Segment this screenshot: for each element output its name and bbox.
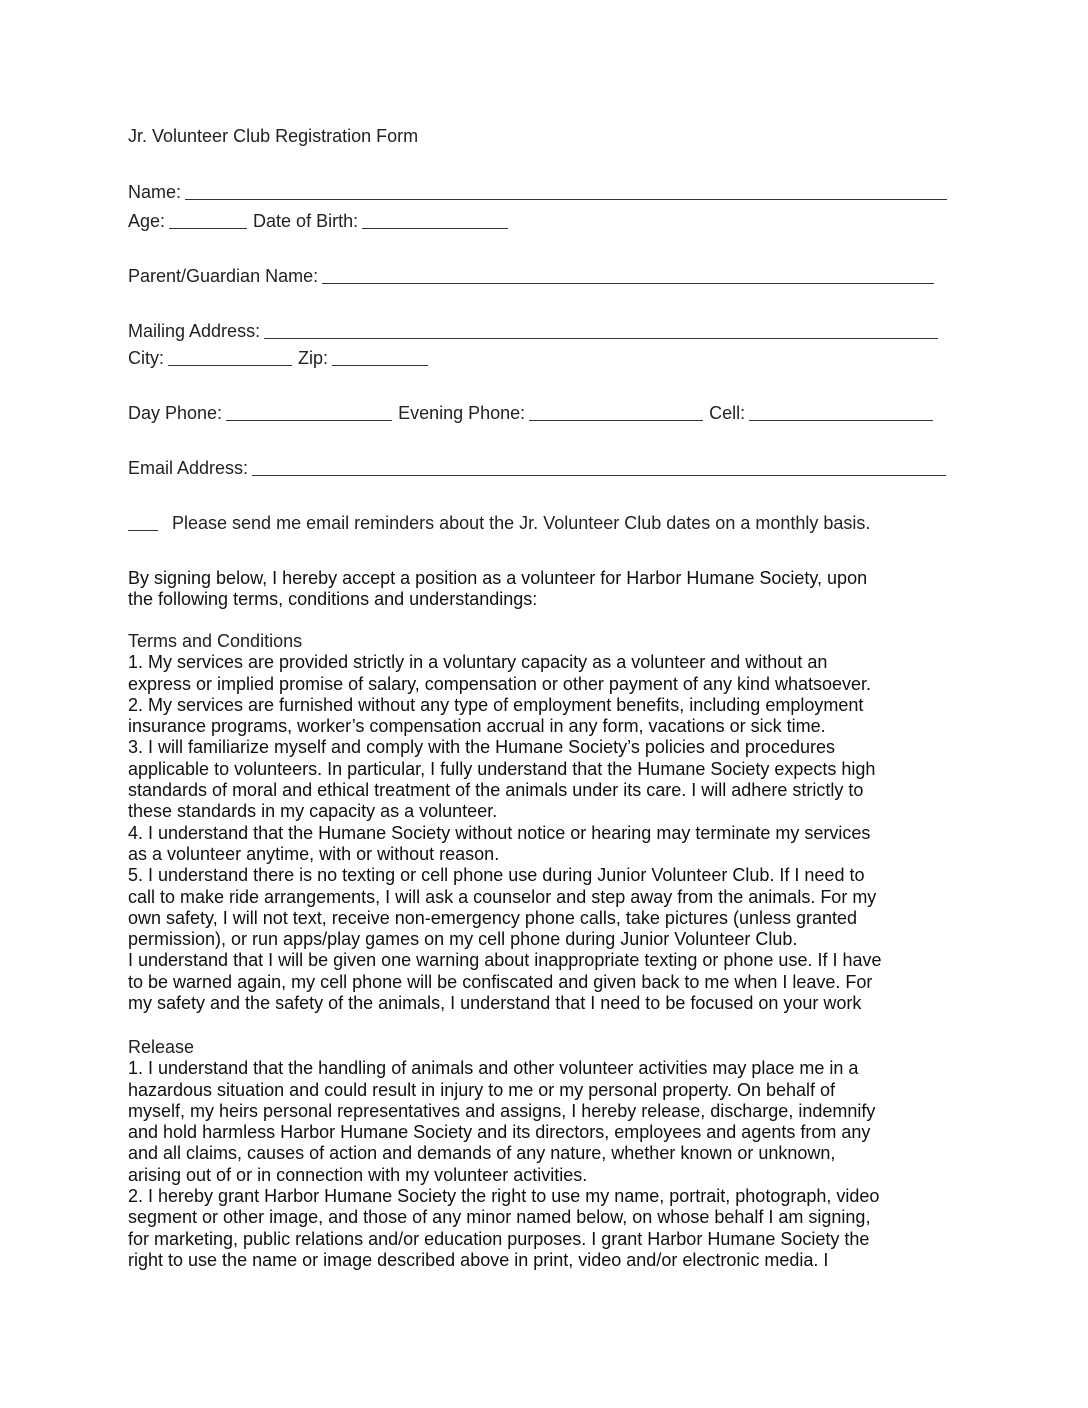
reminder-text: Please send me email reminders about the Jr. Volunteer Club dates on a monthly basis.: [172, 513, 871, 533]
intro-paragraph: [128, 568, 968, 611]
release-line: 2. I hereby grant Harbor Humane Society the right to use my name, portrait, photograph, video: [128, 1186, 880, 1207]
parent-label: Parent/Guardian Name:: [128, 266, 319, 286]
name-row: [128, 182, 953, 203]
day-phone-label: Day Phone:: [128, 403, 223, 423]
terms-line: as a volunteer anytime, with or without reason.: [128, 843, 500, 864]
reminder-checkbox-line[interactable]: [128, 530, 158, 531]
terms-line: 1. My services are provided strictly in a voluntary capacity as a volunteer and without an: [128, 652, 828, 673]
address-label: Mailing Address:: [128, 321, 261, 341]
release-line: for marketing, public relations and/or education purposes. I grant Harbor Humane Society the: [128, 1228, 870, 1249]
release-line: and hold harmless Harbor Humane Society and its directors, employees and agents from any: [128, 1122, 871, 1143]
terms-line: 3. I will familiarize myself and comply with the Humane Society’s policies and procedures: [128, 737, 835, 758]
release-section: [128, 1037, 968, 1271]
phone-row: [128, 403, 939, 424]
cell-field[interactable]: [749, 419, 933, 421]
age-dob-row: [128, 211, 514, 232]
address-field[interactable]: [264, 337, 938, 339]
age-field[interactable]: [169, 227, 247, 229]
city-label: City:: [128, 348, 164, 368]
terms-heading: Terms and Conditions: [128, 631, 303, 651]
terms-line: I understand that I will be given one warning about inappropriate texting or phone use. If I have: [128, 950, 882, 971]
release-line: arising out of or in connection with my volunteer activities.: [128, 1164, 588, 1185]
terms-line: insurance programs, worker’s compensation accrual in any form, vacations or sick time.: [128, 716, 826, 737]
terms-line: my safety and the safety of the animals, I understand that I need to be focused on your work: [128, 993, 862, 1014]
name-label: Name:: [128, 182, 182, 202]
evening-phone-field[interactable]: [529, 419, 703, 421]
intro-line: the following terms, conditions and understandings:: [128, 589, 538, 610]
terms-line: 4. I understand that the Humane Society without notice or hearing may terminate my services: [128, 822, 871, 843]
day-phone-field[interactable]: [226, 419, 392, 421]
terms-line: permission), or run apps/play games on my cell phone during Junior Volunteer Club.: [128, 929, 798, 950]
release-heading: Release: [128, 1037, 195, 1057]
city-field[interactable]: [168, 364, 292, 366]
parent-field[interactable]: [322, 282, 934, 284]
terms-line: standards of moral and ethical treatment of the animals under its care. I will adhere strictly to: [128, 780, 864, 801]
terms-line: to be warned again, my cell phone will be confiscated and given back to me when I leave. For: [128, 971, 873, 992]
terms-line: express or implied promise of salary, compensation or other payment of any kind whatsoever.: [128, 673, 872, 694]
reminder-row: [128, 513, 870, 534]
release-line: 1. I understand that the handling of animals and other volunteer activities may place me in a: [128, 1058, 859, 1079]
terms-section: [128, 631, 968, 1014]
address-row: [128, 321, 944, 342]
release-line: right to use the name or image described above in print, video and/or electronic media. I: [128, 1249, 829, 1270]
terms-line: applicable to volunteers. In particular, I fully understand that the Humane Society expects high: [128, 758, 876, 779]
evening-phone-label: Evening Phone:: [398, 403, 526, 423]
cell-label: Cell:: [709, 403, 746, 423]
intro-line: By signing below, I hereby accept a position as a volunteer for Harbor Humane Society, upon: [128, 568, 868, 588]
zip-field[interactable]: [332, 364, 428, 366]
email-row: [128, 458, 952, 479]
dob-label: Date of Birth:: [253, 211, 359, 231]
dob-field[interactable]: [362, 227, 508, 229]
zip-label: Zip:: [298, 348, 329, 368]
form-title: Jr. Volunteer Club Registration Form: [128, 126, 419, 146]
email-label: Email Address:: [128, 458, 249, 478]
parent-row: [128, 266, 940, 287]
terms-line: these standards in my capacity as a volunteer.: [128, 801, 498, 822]
email-field[interactable]: [252, 474, 946, 476]
release-line: myself, my heirs personal representatives and assigns, I hereby release, discharge, indemnify: [128, 1100, 876, 1121]
city-zip-row: [128, 348, 434, 369]
age-label: Age:: [128, 211, 166, 231]
terms-line: call to make ride arrangements, I will ask a counselor and step away from the animals. For my: [128, 886, 877, 907]
release-line: hazardous situation and could result in injury to me or my personal property. On behalf of: [128, 1079, 836, 1100]
release-line: and all claims, causes of action and demands of any nature, whether known or unknown,: [128, 1143, 836, 1164]
release-line: segment or other image, and those of any minor named below, on whose behalf I am signing,: [128, 1207, 871, 1228]
terms-line: 2. My services are furnished without any type of employment benefits, including employment: [128, 694, 864, 715]
terms-line: own safety, I will not text, receive non-emergency phone calls, take pictures (unless granted: [128, 907, 858, 928]
terms-line: 5. I understand there is no texting or cell phone use during Junior Volunteer Club. If I need to: [128, 865, 865, 886]
name-field[interactable]: [185, 198, 947, 200]
